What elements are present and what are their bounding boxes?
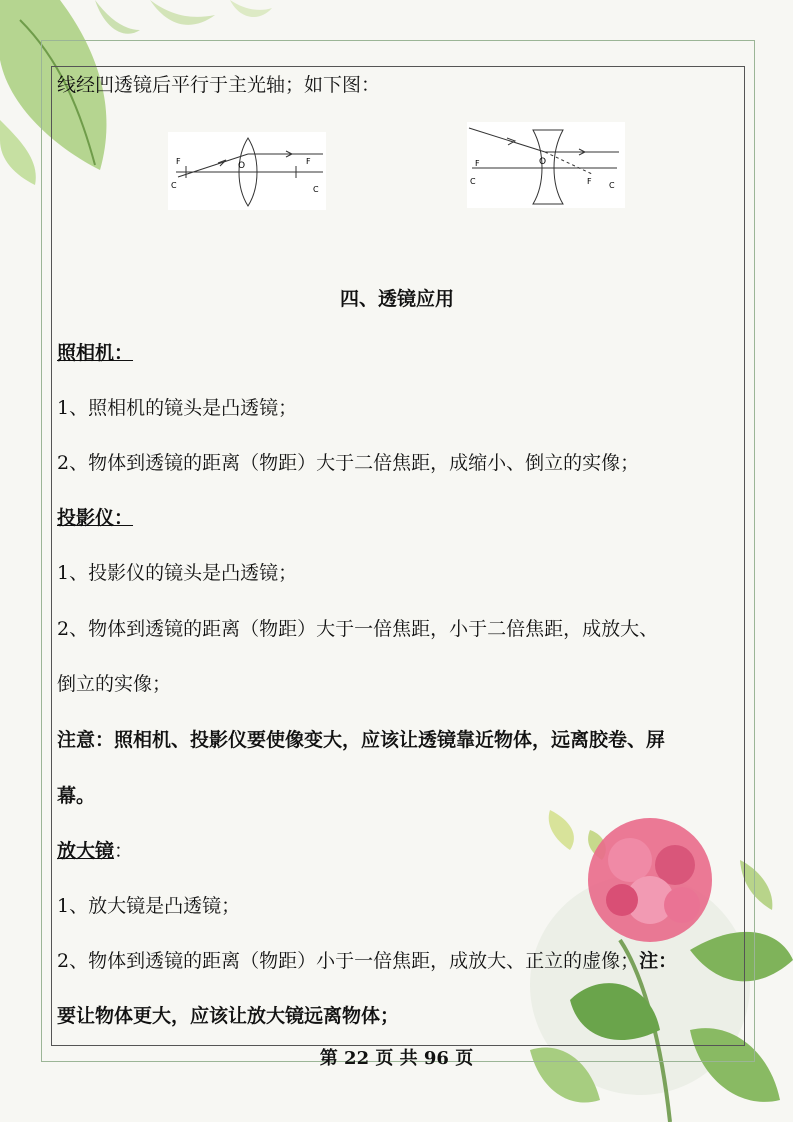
note-line-1: 注意：照相机、投影仪要使像变大，应该让透镜靠近物体，远离胶卷、屏 xyxy=(57,729,666,751)
projector-heading: 投影仪： xyxy=(57,507,134,529)
concave-label-f1: F xyxy=(475,159,480,168)
intro-line: 线经凹透镜后平行于主光轴；如下图： xyxy=(57,74,381,96)
camera-heading: 照相机： xyxy=(57,342,134,364)
projector-item-2b: 倒立的实像； xyxy=(57,673,172,695)
convex-lens-diagram xyxy=(168,132,326,210)
convex-label-f2: F xyxy=(306,157,311,166)
camera-item-2: 2、物体到透镜的距离（物距）大于二倍焦距，成缩小、倒立的实像； xyxy=(57,452,640,474)
magnifier-heading-colon: ： xyxy=(114,840,134,862)
magnifier-item-2-note: 注： xyxy=(639,950,678,972)
magnifier-item-2-text: 2、物体到透镜的距离（物距）小于一倍焦距，成放大、正立的虚像； xyxy=(57,950,640,972)
note-line-2: 幕。 xyxy=(57,785,96,807)
section-title: 四、透镜应用 xyxy=(339,288,454,310)
concave-lens-diagram xyxy=(467,122,625,208)
magnifier-item-3: 要让物体更大，应该让放大镜远离物体； xyxy=(57,1005,400,1027)
magnifier-item-2 xyxy=(57,948,677,974)
magnifier-item-1: 1、放大镜是凸透镜； xyxy=(57,895,241,917)
convex-label-o: O xyxy=(238,161,246,171)
magnifier-heading: 放大镜 xyxy=(57,840,115,862)
convex-label-c1: C xyxy=(171,181,177,190)
camera-item-1: 1、照相机的镜头是凸透镜； xyxy=(57,397,298,419)
concave-label-c1: C xyxy=(470,177,476,186)
convex-label-f1: F xyxy=(176,157,181,166)
projector-item-1: 1、投影仪的镜头是凸透镜； xyxy=(57,562,298,584)
projector-item-2a: 2、物体到透镜的距离（物距）大于一倍焦距，小于二倍焦距，成放大、 xyxy=(57,618,659,640)
page-footer: 第 22 页 共 96 页 xyxy=(319,1048,474,1069)
convex-label-c2: C xyxy=(313,185,319,194)
magnifier-heading-line xyxy=(57,838,133,864)
concave-label-f2: F xyxy=(587,177,592,186)
concave-label-o: O xyxy=(539,157,547,167)
concave-label-c2: C xyxy=(609,181,615,190)
